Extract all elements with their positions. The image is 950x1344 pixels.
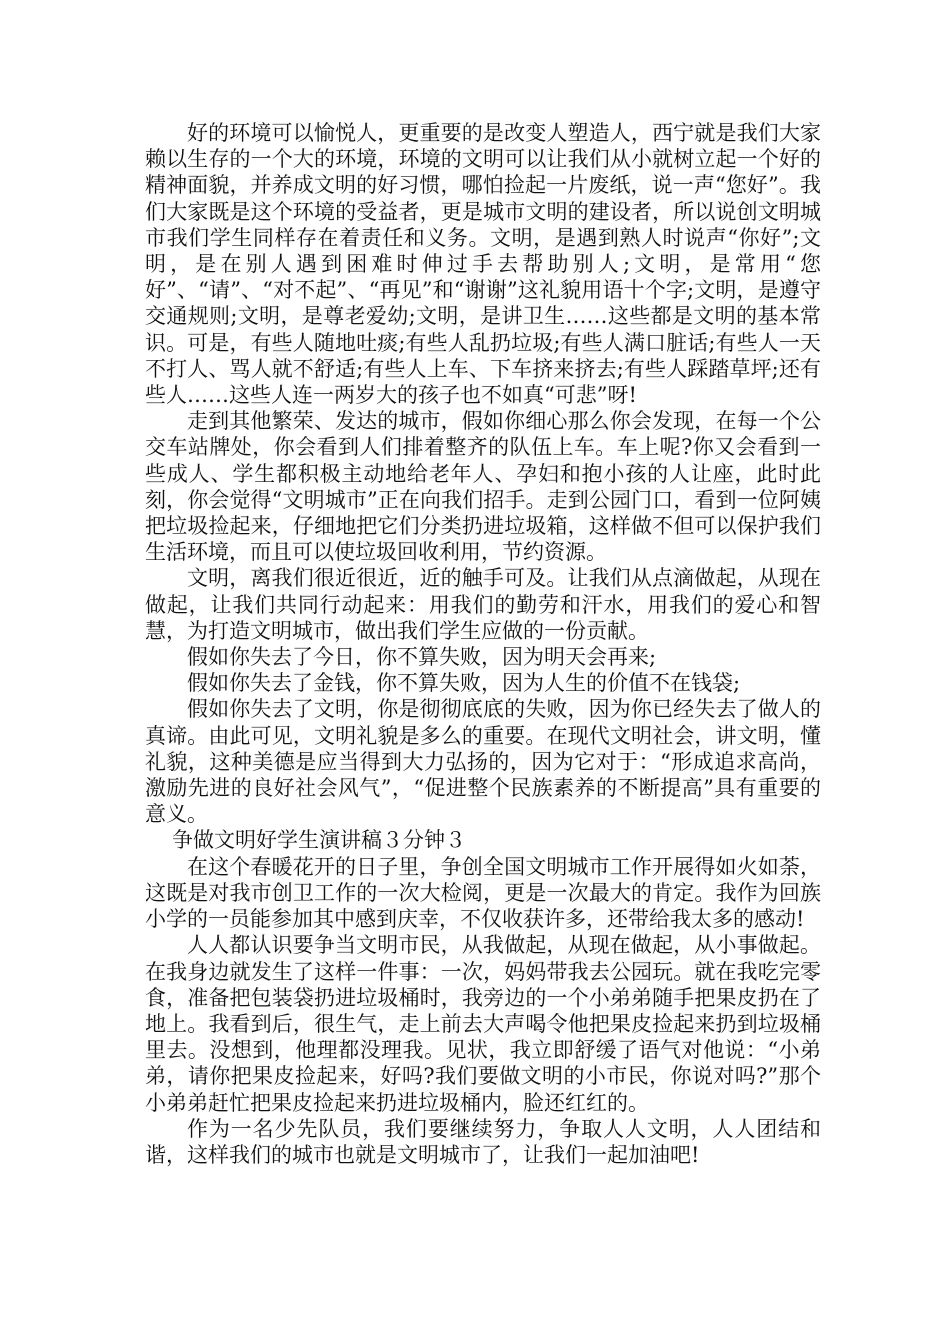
- paragraph: 在这个春暖花开的日子里，争创全国文明城市工作开展得如火如荼，这既是对我市创卫工作的一次大检阅，更是一次最大的肯定。我作为回族小学的一员能参加其中感到庆幸，不仅收获许多，还带给我太多的感动!: [145, 854, 821, 932]
- paragraph: 走到其他繁荣、发达的城市，假如你细心那么你会发现，在每一个公交车站牌处，你会看到人们排着整齐的队伍上车。车上呢?你又会看到一些成人、学生都积极主动地给老年人、孕妇和抱小孩的人让座，此时此刻，你会觉得“文明城市”正在向我们招手。走到公园门口，看到一位阿姨把垃圾捡起来，仔细地把它们分类扔进垃圾箱，这样做不但可以保护我们生活环境，而且可以使垃圾回收利用，节约资源。: [145, 409, 821, 565]
- paragraph: 假如你失去了文明，你是彻彻底底的失败，因为你已经失去了做人的真谛。由此可见，文明礼貌是多么的重要。在现代文明社会，讲文明，懂礼貌，这种美德是应当得到大力弘扬的，因为它对于：“形成追求高尚，激励先进的良好社会风气”，“促进整个民族素养的不断提高”具有重要的意义。: [145, 697, 821, 827]
- paragraph: 假如你失去了今日，你不算失败，因为明天会再来;: [187, 645, 657, 670]
- paragraph: 文明，离我们很近很近，近的触手可及。让我们从点滴做起，从现在做起，让我们共同行动起来：用我们的勤劳和汗水，用我们的爱心和智慧，为打造文明城市，做出我们学生应做的一份贡献。: [145, 566, 821, 643]
- paragraph: 假如你失去了金钱，你不算失败，因为人生的价值不在钱袋;: [187, 671, 741, 696]
- document-body: [145, 120, 821, 1168]
- paragraph: 作为一名少先队员，我们要继续努力，争取人人文明，人人团结和谐，这样我们的城市也就是文明城市了，让我们一起加油吧!: [145, 1116, 821, 1167]
- paragraph: 好的环境可以愉悦人，更重要的是改变人塑造人，西宁就是我们大家赖以生存的一个大的环境，环境的文明可以让我们从小就树立起一个好的精神面貌，并养成文明的好习惯，哪怕捡起一片废纸，说一声“您好”。我们大家既是这个环境的受益者，更是城市文明的建设者，所以说创文明城市我们学生同样存在着责任和义务。文明，是遇到熟人时说声“你好”;文明，是在别人遇到困难时伸过手去帮助别人;文明，是常用“您好”、“请”、“对不起”、“再见”和“谢谢”这礼貌用语十个字;文明，是遵守交通规则;文明，是尊老爱幼;文明，是讲卫生……这些都是文明的基本常识。可是，有些人随地吐痰;有些人乱扔垃圾;有些人满口脏话;有些人一天不打人、骂人就不舒适;有些人上车、下车挤来挤去;有些人踩踏草坪;还有些人……这些人连一两岁大的孩子也不如真“可悲”呀!: [145, 121, 821, 408]
- paragraph: 人人都认识要争当文明市民，从我做起，从现在做起，从小事做起。在我身边就发生了这样一件事：一次，妈妈带我去公园玩。就在我吃完零食，准备把包装袋扔进垃圾桶时，我旁边的一个小弟弟随手把果皮扔在了地上。我看到后，很生气，走上前去大声喝令他把果皮捡起来扔到垃圾桶里去。没想到，他理都没理我。见状，我立即舒缓了语气对他说：“小弟弟，请你把果皮捡起来，好吗?我们要做文明的小市民，你说对吗?”那个小弟弟赶忙把果皮捡起来扔进垃圾桶内，脸还红红的。: [145, 933, 821, 1115]
- section-heading: 争做文明好学生演讲稿３分钟３: [172, 828, 466, 853]
